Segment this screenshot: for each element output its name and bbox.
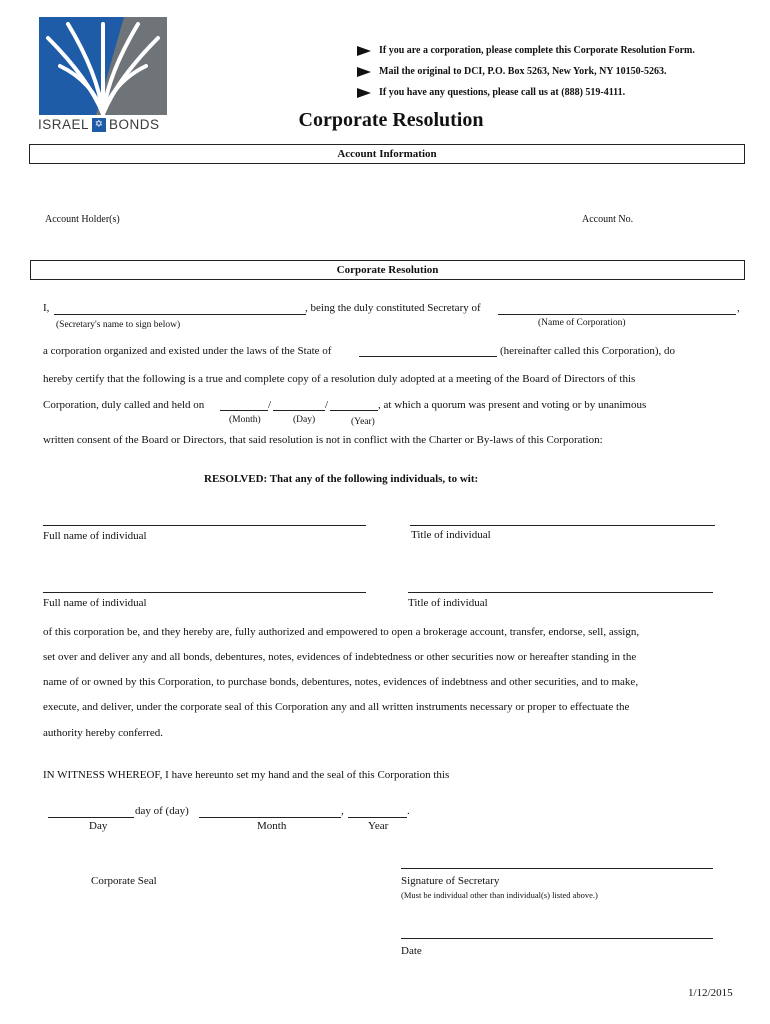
arrow-icon bbox=[357, 46, 371, 56]
body-line: of this corporation be, and they hereby are, fully authorized and empowered to open a brokerage account, transfer, endorse, sell, assign, bbox=[43, 626, 640, 638]
certify-text: hereby certify that the following is a true and complete copy of a resolution duly adopted at a meeting of the Board of Directors of this bbox=[43, 373, 636, 385]
instruction-item: Mail the original to DCI, P.O. Box 5263, New York, NY 10150-5263. bbox=[357, 61, 695, 82]
individual-1-title-field[interactable] bbox=[410, 525, 715, 526]
signature-field[interactable] bbox=[401, 868, 713, 869]
meeting-month-field[interactable] bbox=[220, 410, 268, 411]
day-hint: (Day) bbox=[293, 415, 316, 425]
slash-text: / bbox=[325, 399, 329, 411]
day-label: Day bbox=[89, 820, 108, 832]
secretary-name-field[interactable] bbox=[54, 314, 306, 315]
month-field[interactable] bbox=[199, 817, 341, 818]
comma-text: , bbox=[341, 805, 344, 817]
menorah-logo-icon bbox=[38, 16, 168, 116]
year-hint: (Year) bbox=[351, 417, 375, 427]
instruction-list bbox=[357, 40, 695, 103]
period-text: . bbox=[407, 805, 410, 817]
quorum-text: , at which a quorum was present and voting or by unanimous bbox=[378, 399, 647, 411]
month-label: Month bbox=[257, 820, 287, 832]
individual-1-name-field[interactable] bbox=[43, 525, 366, 526]
date-label: Date bbox=[401, 945, 422, 957]
title-label: Title of individual bbox=[411, 529, 491, 541]
full-name-label: Full name of individual bbox=[43, 597, 147, 609]
meeting-year-field[interactable] bbox=[330, 410, 378, 411]
individual-2-title-field[interactable] bbox=[408, 592, 713, 593]
title-label: Title of individual bbox=[408, 597, 488, 609]
secretary-name-hint: (Secretary's name to sign below) bbox=[56, 320, 181, 330]
body-line: execute, and deliver, under the corporate seal of this Corporation any and all written instruments necessary or proper to effectuate the bbox=[43, 701, 630, 713]
resolved-heading: RESOLVED: That any of the following individuals, to wit: bbox=[204, 473, 479, 485]
signature-label: Signature of Secretary bbox=[401, 875, 500, 887]
account-no-label: Account No. bbox=[582, 214, 634, 225]
slash-text: / bbox=[268, 399, 272, 411]
secretary-of-text: , being the duly constituted Secretary of bbox=[305, 302, 481, 314]
logo-text-bonds: BONDS bbox=[109, 117, 160, 132]
body-line: authority hereby conferred. bbox=[43, 727, 164, 739]
signature-note: (Must be individual other than individual(s) listed above.) bbox=[401, 890, 598, 900]
footer-date: 1/12/2015 bbox=[688, 987, 733, 999]
month-hint: (Month) bbox=[229, 415, 261, 425]
individual-2-name-field[interactable] bbox=[43, 592, 366, 593]
instruction-item: If you are a corporation, please complete this Corporate Resolution Form. bbox=[357, 40, 695, 61]
full-name-label: Full name of individual bbox=[43, 530, 147, 542]
day-field[interactable] bbox=[48, 817, 134, 818]
meeting-day-field[interactable] bbox=[273, 410, 325, 411]
i-text: I, bbox=[43, 302, 50, 314]
page-title: Corporate Resolution bbox=[298, 109, 484, 131]
section-header-corporate-resolution: Corporate Resolution bbox=[30, 260, 745, 280]
year-label: Year bbox=[368, 820, 389, 832]
account-holders-label: Account Holder(s) bbox=[45, 214, 120, 225]
corporation-name-field[interactable] bbox=[498, 314, 736, 315]
corporate-seal-label: Corporate Seal bbox=[91, 875, 157, 887]
state-text: a corporation organized and existed under the laws of the State of bbox=[43, 345, 332, 357]
body-line: name of or owned by this Corporation, to purchase bonds, debentures, notes, evidences of indebtness and other securities, and to make, bbox=[43, 676, 639, 688]
arrow-icon bbox=[357, 88, 371, 98]
corporation-name-hint: (Name of Corporation) bbox=[538, 318, 626, 328]
logo-text-israel: ISRAEL bbox=[38, 117, 90, 132]
consent-text: written consent of the Board or Directors, that said resolution is not in conflict with the Charter or By-laws of this Corporation: bbox=[43, 434, 603, 446]
year-field[interactable] bbox=[348, 817, 407, 818]
hereinafter-text: (hereinafter called this Corporation), do bbox=[500, 345, 676, 357]
date-field[interactable] bbox=[401, 938, 713, 939]
day-of-text: day of (day) bbox=[135, 805, 189, 817]
star-of-david-icon: ✡ bbox=[92, 118, 106, 132]
section-header-account-information: Account Information bbox=[29, 144, 745, 164]
body-line: set over and deliver any and all bonds, debentures, notes, evidences of indebtedness or other securities now or hereafter standing in the bbox=[43, 651, 637, 663]
comma-text: , bbox=[737, 302, 740, 314]
state-field[interactable] bbox=[359, 356, 497, 357]
instruction-item: If you have any questions, please call us at (888) 519-4111. bbox=[357, 82, 695, 103]
meeting-date-text: Corporation, duly called and held on bbox=[43, 399, 205, 411]
witness-text: IN WITNESS WHEREOF, I have hereunto set my hand and the seal of this Corporation this bbox=[43, 769, 450, 781]
arrow-icon bbox=[357, 67, 371, 77]
